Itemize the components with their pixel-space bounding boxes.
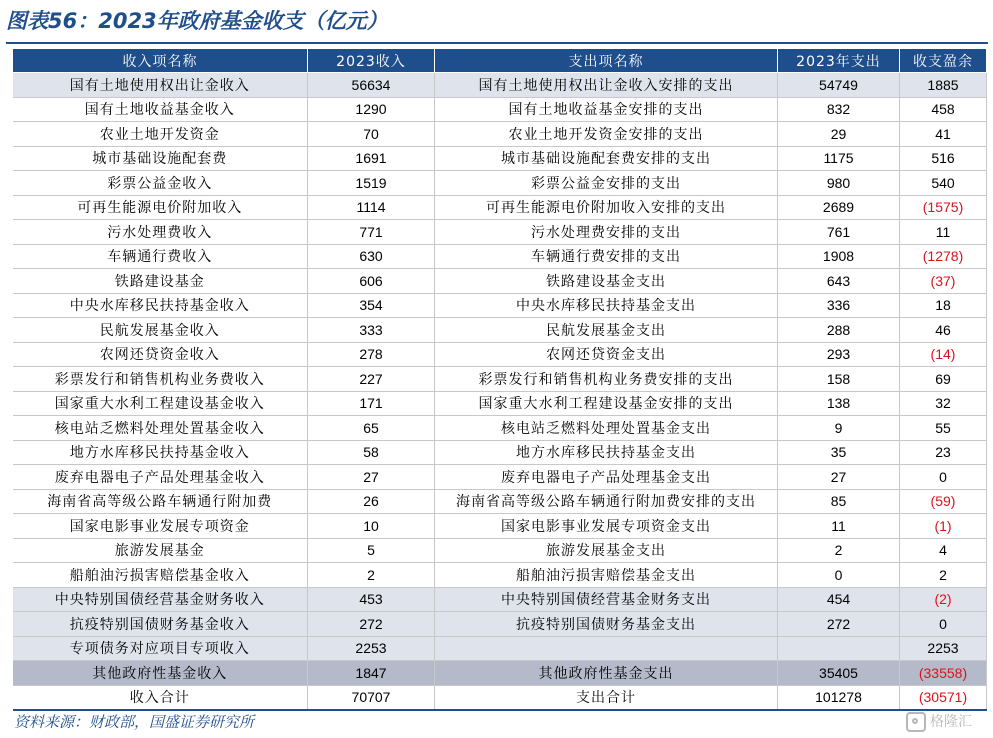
surplus-cell: (59) (900, 489, 987, 514)
income-cell: 453 (308, 587, 435, 612)
income-item-cell: 彩票发行和销售机构业务费收入 (13, 367, 308, 392)
expense-cell: 1175 (778, 146, 900, 171)
expense-cell: 293 (778, 342, 900, 367)
income-cell: 227 (308, 367, 435, 392)
expense-item-cell: 污水处理费安排的支出 (435, 220, 778, 245)
expense-item-cell: 船舶油污损害赔偿基金支出 (435, 563, 778, 588)
income-cell: 606 (308, 269, 435, 294)
expense-cell: 1908 (778, 244, 900, 269)
table-row (13, 97, 987, 122)
expense-cell: 138 (778, 391, 900, 416)
expense-item-cell: 旅游发展基金支出 (435, 538, 778, 563)
expense-item-cell: 海南省高等级公路车辆通行附加费安排的支出 (435, 489, 778, 514)
surplus-cell: 2 (900, 563, 987, 588)
surplus-cell: 540 (900, 171, 987, 196)
surplus-cell: 69 (900, 367, 987, 392)
expense-cell: 29 (778, 122, 900, 147)
income-cell: 1519 (308, 171, 435, 196)
expense-cell: 288 (778, 318, 900, 343)
income-cell: 171 (308, 391, 435, 416)
surplus-cell: 458 (900, 97, 987, 122)
income-item-cell: 农网还贷资金收入 (13, 342, 308, 367)
expense-cell: 761 (778, 220, 900, 245)
expense-item-cell: 其他政府性基金支出 (435, 661, 778, 686)
income-item-cell: 地方水库移民扶持基金收入 (13, 440, 308, 465)
source-note: 资料来源：财政部，国盛证券研究所 (14, 713, 255, 731)
expense-cell: 336 (778, 293, 900, 318)
table-row (13, 685, 987, 710)
table-row (13, 563, 987, 588)
surplus-cell: 32 (900, 391, 987, 416)
expense-item-cell: 民航发展基金支出 (435, 318, 778, 343)
expense-cell: 272 (778, 612, 900, 637)
income-item-cell: 海南省高等级公路车辆通行附加费 (13, 489, 308, 514)
income-cell: 70707 (308, 685, 435, 710)
income-cell: 1691 (308, 146, 435, 171)
income-item-cell: 可再生能源电价附加收入 (13, 195, 308, 220)
expense-cell: 35 (778, 440, 900, 465)
income-cell: 2 (308, 563, 435, 588)
table-row (13, 269, 987, 294)
income-item-cell: 污水处理费收入 (13, 220, 308, 245)
expense-item-cell: 国有土地使用权出让金收入安排的支出 (435, 73, 778, 98)
table-row (13, 220, 987, 245)
income-item-cell: 民航发展基金收入 (13, 318, 308, 343)
expense-cell: 832 (778, 97, 900, 122)
surplus-cell: (2) (900, 587, 987, 612)
table-row (13, 318, 987, 343)
watermark (906, 710, 972, 734)
surplus-cell: 2253 (900, 636, 987, 661)
expense-cell: 0 (778, 563, 900, 588)
income-cell: 354 (308, 293, 435, 318)
income-cell: 333 (308, 318, 435, 343)
income-item-cell: 船舶油污损害赔偿基金收入 (13, 563, 308, 588)
table-row (13, 636, 987, 661)
expense-item-cell: 抗疫特别国债财务基金支出 (435, 612, 778, 637)
income-item-cell: 抗疫特别国债财务基金收入 (13, 612, 308, 637)
table-row (13, 587, 987, 612)
table-row (13, 465, 987, 490)
expense-cell: 2 (778, 538, 900, 563)
table-row (13, 342, 987, 367)
header-income: 2023收入 (308, 49, 435, 73)
header-expense-item: 支出项名称 (435, 49, 778, 73)
surplus-cell: (1) (900, 514, 987, 539)
surplus-cell: 46 (900, 318, 987, 343)
expense-cell: 643 (778, 269, 900, 294)
expense-item-cell: 国家重大水利工程建设基金安排的支出 (435, 391, 778, 416)
expense-item-cell: 地方水库移民扶持基金支出 (435, 440, 778, 465)
watermark-text: 格隆汇 (930, 714, 972, 730)
table-row (13, 538, 987, 563)
income-item-cell: 农业土地开发资金 (13, 122, 308, 147)
expense-cell: 35405 (778, 661, 900, 686)
income-item-cell: 专项债务对应项目专项收入 (13, 636, 308, 661)
surplus-cell: (37) (900, 269, 987, 294)
income-item-cell: 核电站乏燃料处理处置基金收入 (13, 416, 308, 441)
income-cell: 1847 (308, 661, 435, 686)
income-item-cell: 废弃电器电子产品处理基金收入 (13, 465, 308, 490)
income-cell: 58 (308, 440, 435, 465)
expense-item-cell (435, 636, 778, 661)
expense-item-cell: 中央特别国债经营基金财务支出 (435, 587, 778, 612)
income-cell: 26 (308, 489, 435, 514)
surplus-cell: (30571) (900, 685, 987, 710)
surplus-cell: (1575) (900, 195, 987, 220)
table-row (13, 416, 987, 441)
table-row (13, 244, 987, 269)
income-cell: 1290 (308, 97, 435, 122)
income-cell: 10 (308, 514, 435, 539)
expense-item-cell: 国家电影事业发展专项资金支出 (435, 514, 778, 539)
expense-cell: 980 (778, 171, 900, 196)
income-cell: 27 (308, 465, 435, 490)
expense-item-cell: 中央水库移民扶持基金支出 (435, 293, 778, 318)
expense-cell: 101278 (778, 685, 900, 710)
income-cell: 630 (308, 244, 435, 269)
expense-cell: 54749 (778, 73, 900, 98)
income-cell: 70 (308, 122, 435, 147)
table-body (13, 73, 987, 711)
income-item-cell: 车辆通行费收入 (13, 244, 308, 269)
income-item-cell: 旅游发展基金 (13, 538, 308, 563)
surplus-cell: (1278) (900, 244, 987, 269)
expense-cell: 454 (778, 587, 900, 612)
expense-cell: 9 (778, 416, 900, 441)
expense-item-cell: 国有土地收益基金安排的支出 (435, 97, 778, 122)
table-row (13, 122, 987, 147)
expense-cell (778, 636, 900, 661)
table-row (13, 293, 987, 318)
table-row (13, 195, 987, 220)
expense-cell: 158 (778, 367, 900, 392)
expense-item-cell: 农业土地开发资金安排的支出 (435, 122, 778, 147)
surplus-cell: 18 (900, 293, 987, 318)
expense-item-cell: 可再生能源电价附加收入安排的支出 (435, 195, 778, 220)
surplus-cell: 1885 (900, 73, 987, 98)
expense-cell: 85 (778, 489, 900, 514)
surplus-cell: 516 (900, 146, 987, 171)
header-surplus: 收支盈余 (900, 49, 987, 73)
expense-item-cell: 车辆通行费安排的支出 (435, 244, 778, 269)
table-row (13, 391, 987, 416)
expense-item-cell: 彩票发行和销售机构业务费安排的支出 (435, 367, 778, 392)
table-row (13, 661, 987, 686)
table-row (13, 171, 987, 196)
fund-table (12, 48, 987, 711)
table-row (13, 146, 987, 171)
table-row (13, 440, 987, 465)
expense-cell: 27 (778, 465, 900, 490)
surplus-cell: 55 (900, 416, 987, 441)
expense-item-cell: 城市基础设施配套费安排的支出 (435, 146, 778, 171)
expense-cell: 2689 (778, 195, 900, 220)
income-item-cell: 国家电影事业发展专项资金 (13, 514, 308, 539)
expense-item-cell: 核电站乏燃料处理处置基金支出 (435, 416, 778, 441)
income-item-cell: 中央特别国债经营基金财务收入 (13, 587, 308, 612)
income-cell: 65 (308, 416, 435, 441)
income-cell: 56634 (308, 73, 435, 98)
table-row (13, 73, 987, 98)
table-header-row (13, 49, 987, 73)
expense-item-cell: 支出合计 (435, 685, 778, 710)
header-income-item: 收入项名称 (13, 49, 308, 73)
chart-title: 图表56：2023年政府基金收支（亿元） (6, 9, 388, 33)
income-cell: 1114 (308, 195, 435, 220)
expense-item-cell: 农网还贷资金支出 (435, 342, 778, 367)
income-item-cell: 彩票公益金收入 (13, 171, 308, 196)
income-cell: 5 (308, 538, 435, 563)
income-item-cell: 国有土地使用权出让金收入 (13, 73, 308, 98)
income-item-cell: 其他政府性基金收入 (13, 661, 308, 686)
header-expense: 2023年支出 (778, 49, 900, 73)
expense-item-cell: 彩票公益金安排的支出 (435, 171, 778, 196)
surplus-cell: (14) (900, 342, 987, 367)
title-divider (6, 42, 988, 44)
table-row (13, 514, 987, 539)
income-cell: 272 (308, 612, 435, 637)
surplus-cell: 4 (900, 538, 987, 563)
income-item-cell: 国家重大水利工程建设基金收入 (13, 391, 308, 416)
watermark-logo-icon (906, 712, 926, 732)
surplus-cell: 11 (900, 220, 987, 245)
income-item-cell: 国有土地收益基金收入 (13, 97, 308, 122)
income-item-cell: 收入合计 (13, 685, 308, 710)
surplus-cell: 0 (900, 465, 987, 490)
income-cell: 278 (308, 342, 435, 367)
table-row (13, 489, 987, 514)
expense-cell: 11 (778, 514, 900, 539)
surplus-cell: 41 (900, 122, 987, 147)
surplus-cell: (33558) (900, 661, 987, 686)
income-item-cell: 中央水库移民扶持基金收入 (13, 293, 308, 318)
table-row (13, 367, 987, 392)
income-cell: 2253 (308, 636, 435, 661)
table-row (13, 612, 987, 637)
expense-item-cell: 废弃电器电子产品处理基金支出 (435, 465, 778, 490)
income-item-cell: 铁路建设基金 (13, 269, 308, 294)
income-item-cell: 城市基础设施配套费 (13, 146, 308, 171)
surplus-cell: 0 (900, 612, 987, 637)
income-cell: 771 (308, 220, 435, 245)
expense-item-cell: 铁路建设基金支出 (435, 269, 778, 294)
surplus-cell: 23 (900, 440, 987, 465)
